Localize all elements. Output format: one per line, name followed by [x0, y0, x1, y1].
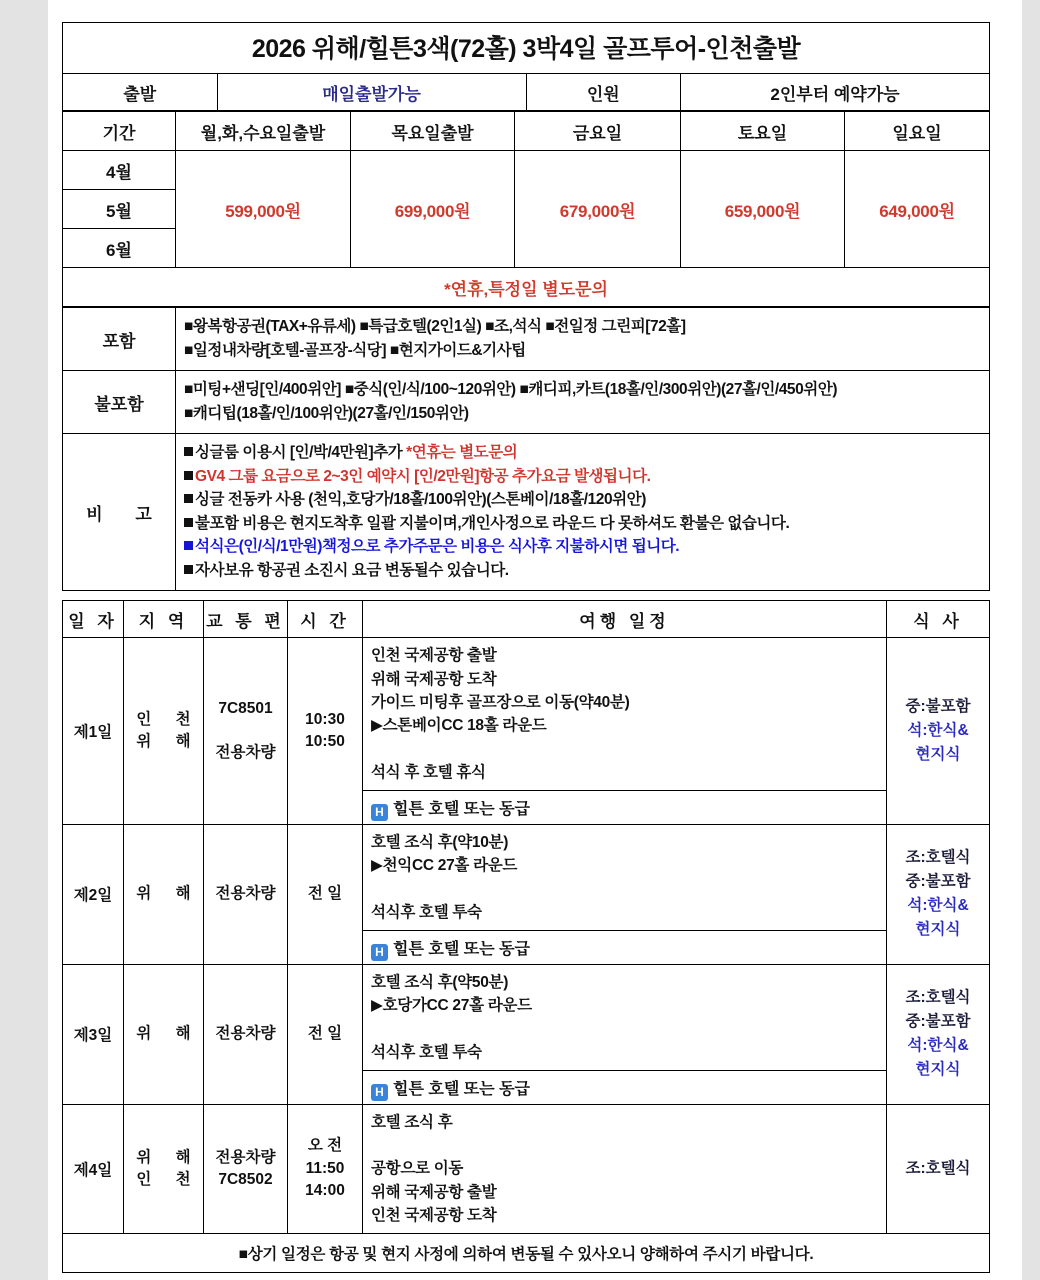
stack-line — [371, 737, 886, 760]
day-label-3: 제3일 — [63, 964, 124, 1104]
stack-line: 공항으로 이동 — [371, 1160, 464, 1178]
price-row-month-0 — [63, 151, 990, 190]
remark-line — [184, 559, 989, 583]
exclude-line: ■미팅+샌딩[인/400위안] ■중식(인/식/100~120위안) ■캐디피,카트(18홀/인/300위안)(27홀/인/450위안) — [184, 381, 838, 399]
transport-cell-3 — [204, 964, 288, 1104]
remark-text: 싱글 전동카 사용 (천익,호당가/18홀/100위안)(스톤베이/18홀/120위안) — [195, 491, 646, 509]
stack-line: 석식후 호텔 투숙 — [371, 903, 482, 921]
schedule-cell-4 — [363, 1104, 887, 1233]
remark-line — [184, 441, 989, 465]
header-schedule: 여행 일정 — [363, 601, 887, 638]
header-area: 지 역 — [124, 601, 204, 638]
time-cell-4 — [288, 1104, 363, 1233]
stack-line — [204, 720, 287, 742]
remark-line — [184, 512, 989, 536]
exclude-row — [63, 371, 990, 434]
include-line: ■일정내차량[호텔-골프장-식당] ■현지가이드&기사팁 — [184, 341, 526, 359]
price-column-header-0: 월,화,수요일출발 — [176, 112, 351, 151]
bullet-square-icon — [184, 541, 193, 550]
meal-line: 조:호텔식 — [905, 1160, 971, 1178]
day-label-4: 제4일 — [63, 1104, 124, 1233]
remark-line — [184, 465, 989, 489]
stack-line: 10:50 — [305, 733, 345, 751]
stack-line: 석식후 호텔 투숙 — [371, 1043, 482, 1061]
exclude-body — [176, 371, 990, 434]
remark-text: 자사보유 항공권 소진시 요금 변동될수 있습니다. — [195, 561, 509, 579]
stack-line: 전용차량 — [215, 744, 276, 762]
price-column-header-3: 토요일 — [681, 112, 845, 151]
schedule-cell-1 — [363, 638, 887, 791]
meal-line: 조:호텔식 — [905, 849, 971, 867]
remark-text: 석식은(인/식/1만원)책정으로 추가주문은 비용은 식사후 지불하시면 됩니다. — [195, 538, 680, 556]
meal-line: 중:불포함 — [905, 1013, 971, 1031]
footnote-row — [63, 1234, 990, 1273]
meal-line: 석:한식& — [907, 897, 969, 915]
meal-cell-1 — [887, 638, 990, 825]
stack-line: 가이드 미팅후 골프장으로 이동(약40분) — [371, 693, 630, 711]
transport-cell-4 — [204, 1104, 288, 1233]
departure-value: 매일출발가능 — [217, 74, 526, 111]
remarks-body — [176, 434, 990, 591]
people-label: 인원 — [526, 74, 681, 111]
header-day: 일 자 — [63, 601, 124, 638]
remarks-row — [63, 434, 990, 591]
itinerary-day-row — [63, 1104, 990, 1233]
day-label-1: 제1일 — [63, 638, 124, 825]
include-body — [176, 308, 990, 371]
header-price-table — [62, 22, 990, 111]
itinerary-table — [62, 600, 990, 1273]
stack-line: ▶호당가CC 27홀 라운드 — [371, 997, 532, 1015]
meal-line: 중:불포함 — [905, 698, 971, 716]
meal-cell-2 — [887, 824, 990, 964]
meal-line: 현지식 — [915, 1061, 961, 1079]
stack-line: 호텔 조식 후(약10분) — [371, 833, 509, 851]
stack-line: 호텔 조식 후(약50분) — [371, 973, 509, 991]
hotel-cell-2 — [363, 930, 887, 964]
price-value-4: 649,000원 — [845, 151, 990, 268]
terms-table — [62, 307, 990, 591]
stack-line: 11:50 — [305, 1159, 345, 1177]
hotel-badge-icon: H — [371, 804, 388, 821]
stack-line: 7C8501 — [218, 699, 273, 717]
hotel-cell-3 — [363, 1070, 887, 1104]
itinerary-day-row — [63, 964, 990, 1070]
area-cell-2: 위 해 — [124, 824, 204, 964]
stack-line — [371, 877, 886, 900]
hotel-name: 힐튼 호텔 또는 동급 — [393, 800, 530, 818]
page-title: 2026 위해/힐튼3색(72홀) 3박4일 골프투어-인천출발 — [63, 23, 990, 74]
remark-text: 싱글룸 이용시 [인/박/4만원]추가 — [195, 444, 407, 462]
holiday-note-row — [63, 268, 990, 307]
price-value-0: 599,000원 — [176, 151, 351, 268]
price-value-2: 679,000원 — [515, 151, 681, 268]
stack-line: 전용차량 — [215, 885, 276, 903]
stack-line: 전 일 — [307, 1025, 343, 1043]
stack-line: 전용차량 — [215, 1025, 276, 1043]
transport-cell-1 — [204, 638, 288, 825]
document-content — [62, 22, 990, 1273]
header-meal: 식 사 — [887, 601, 990, 638]
header-transport: 교 통 편 — [204, 601, 288, 638]
stack-line: 석식 후 호텔 휴식 — [371, 763, 486, 781]
remarks-label: 비 고 — [63, 434, 176, 591]
price-table — [62, 111, 990, 307]
bullet-square-icon — [184, 447, 193, 456]
document-page — [48, 0, 1022, 1280]
stack-line: ▶천익CC 27홀 라운드 — [371, 857, 518, 875]
stack-line — [371, 1134, 886, 1157]
remark-text: *연휴는 별도문의 — [406, 444, 518, 462]
area-cell-1: 인 천 위 해 — [124, 638, 204, 825]
itinerary-day-row — [63, 824, 990, 930]
stack-line: 위해 국제공항 출발 — [371, 1183, 497, 1201]
stack-line: 오 전 — [307, 1137, 343, 1155]
hotel-name: 힐튼 호텔 또는 동급 — [393, 1080, 530, 1098]
bullet-square-icon — [184, 494, 193, 503]
time-cell-1 — [288, 638, 363, 825]
price-value-1: 699,000원 — [351, 151, 515, 268]
remark-line — [184, 488, 989, 512]
stack-line: 전용차량 — [215, 1148, 276, 1166]
people-value: 2인부터 예약가능 — [681, 74, 990, 111]
exclude-label: 불포함 — [63, 371, 176, 434]
meal-line: 석:한식& — [907, 1037, 969, 1055]
include-line: ■왕복항공권(TAX+유류세) ■특급호텔(2인1실) ■조,석식 ■전일정 그린피[72홀] — [184, 318, 686, 335]
day-label-2: 제2일 — [63, 824, 124, 964]
remark-text: GV4 그룹 요금으로 2~3인 예약시 [인/2만원]항공 추가요금 발생됩니다. — [195, 467, 651, 485]
area-cell-4: 위 해 인 천 — [124, 1104, 204, 1233]
stack-line — [371, 1017, 886, 1040]
period-label: 기간 — [63, 112, 176, 151]
hotel-cell-1 — [363, 790, 887, 824]
remark-line — [184, 535, 989, 559]
bullet-square-icon — [184, 565, 193, 574]
time-cell-2 — [288, 824, 363, 964]
schedule-cell-2 — [363, 824, 887, 930]
stack-line: 위해 국제공항 도착 — [371, 670, 497, 688]
price-column-header-2: 금요일 — [515, 112, 681, 151]
bullet-square-icon — [184, 518, 193, 527]
meal-line: 조:호텔식 — [905, 989, 971, 1007]
price-header-row — [63, 112, 990, 151]
time-cell-3 — [288, 964, 363, 1104]
include-label: 포함 — [63, 308, 176, 371]
include-row — [63, 308, 990, 371]
hotel-badge-icon: H — [371, 944, 388, 961]
schedule-cell-3 — [363, 964, 887, 1070]
itinerary-day-row — [63, 638, 990, 791]
hotel-name: 힐튼 호텔 또는 동급 — [393, 940, 530, 958]
hotel-badge-icon: H — [371, 1084, 388, 1101]
stack-line: 인천 국제공항 출발 — [371, 647, 497, 665]
info-row — [63, 74, 990, 111]
meal-line: 현지식 — [915, 746, 961, 764]
month-label-0: 4월 — [63, 151, 176, 190]
stack-line: 7C8502 — [218, 1171, 273, 1189]
itinerary-header-row — [63, 601, 990, 638]
meal-line: 현지식 — [915, 921, 961, 939]
stack-line: ▶스톤베이CC 18홀 라운드 — [371, 717, 547, 735]
header-time: 시 간 — [288, 601, 363, 638]
price-value-3: 659,000원 — [681, 151, 845, 268]
itinerary-footnote: ■상기 일정은 항공 및 현지 사정에 의하여 변동될 수 있사오니 양해하여 주시기 바랍니다. — [63, 1234, 990, 1273]
departure-label: 출발 — [63, 74, 218, 111]
meal-line: 중:불포함 — [905, 873, 971, 891]
stack-line: 인천 국제공항 도착 — [371, 1206, 497, 1224]
remark-text: 불포함 비용은 현지도착후 일괄 지불이며,개인사정으로 라운드 다 못하셔도 환불은 없습니다. — [195, 514, 790, 532]
stack-line: 10:30 — [305, 710, 345, 728]
exclude-line: ■캐디팁(18홀/인/100위안)(27홀/인/150위안) — [184, 404, 469, 422]
area-cell-3: 위 해 — [124, 964, 204, 1104]
title-row — [63, 23, 990, 74]
meal-line: 석:한식& — [907, 722, 969, 740]
stack-line: 14:00 — [305, 1182, 345, 1200]
holiday-note: *연휴,특정일 별도문의 — [63, 268, 990, 307]
bullet-square-icon — [184, 471, 193, 480]
price-column-header-1: 목요일출발 — [351, 112, 515, 151]
month-label-1: 5월 — [63, 190, 176, 229]
stack-line: 호텔 조식 후 — [371, 1113, 453, 1131]
transport-cell-2 — [204, 824, 288, 964]
meal-cell-3 — [887, 964, 990, 1104]
meal-cell-4 — [887, 1104, 990, 1233]
month-label-2: 6월 — [63, 229, 176, 268]
price-column-header-4: 일요일 — [845, 112, 990, 151]
stack-line: 전 일 — [307, 885, 343, 903]
